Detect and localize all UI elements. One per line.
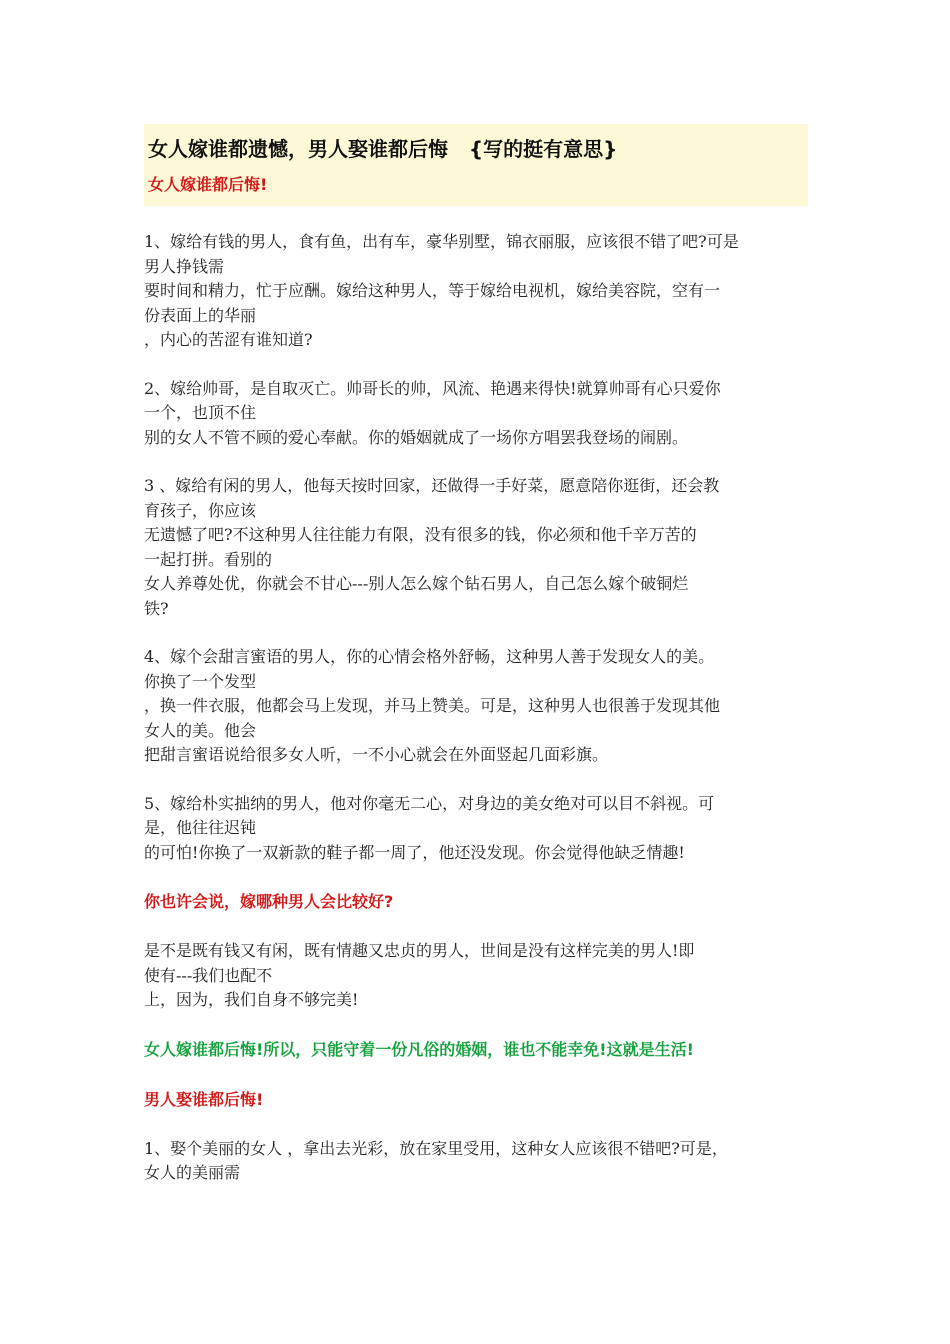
paragraph-2 [144, 377, 808, 451]
section-heading-women: 女人嫁谁都后悔! [148, 175, 268, 194]
answer-paragraph [144, 939, 808, 1013]
conclusion-heading: 女人嫁谁都后悔!所以，只能守着一份凡俗的婚姻，谁也不能幸免!这就是生活! [144, 1039, 694, 1059]
text-line: 女人养尊处优，你就会不甘心---别人怎么嫁个钻石男人，自己怎么嫁个破铜烂 [144, 574, 689, 593]
text-line: 别的女人不管不顾的爱心奉献。你的婚姻就成了一场你方唱罢我登场的闹剧。 [144, 427, 689, 447]
question-heading: 你也许会说，嫁哪种男人会比较好? [144, 892, 394, 911]
document-page [144, 124, 808, 1210]
paragraph-5 [144, 792, 808, 866]
text-line: 1、嫁给有钱的男人，食有鱼，出有车，豪华别墅，锦衣丽服，应该很不错了吧?可是 [144, 232, 739, 251]
text-line: 女人的美丽需 [144, 1163, 241, 1182]
text-line: ，内心的苦涩有谁知道? [144, 330, 313, 349]
text-line: 男人挣钱需 [144, 256, 225, 276]
text-line: 要时间和精力，忙于应酬。嫁给这种男人，等于嫁给电视机，嫁给美容院，空有一 [144, 281, 721, 300]
text-line: 你换了一个发型 [144, 671, 257, 691]
text-line: 5、嫁给朴实拙纳的男人，他对你毫无二心，对身边的美女绝对可以目不斜视。可 [144, 793, 715, 813]
text-line: 是不是既有钱又有闲，既有情趣又忠贞的男人，世间是没有这样完美的男人!即 [144, 941, 695, 960]
text-line: 把甜言蜜语说给很多女人听，一不小心就会在外面竖起几面彩旗。 [144, 745, 609, 764]
text-line: 4、嫁个会甜言蜜语的男人，你的心情会格外舒畅，这种男人善于发现女人的美。 [144, 647, 715, 666]
text-line: 无遗憾了吧?不这种男人往往能力有限，没有很多的钱，你必须和他千辛万苦的 [144, 525, 697, 544]
text-line: 3 、嫁给有闲的男人，他每天按时回家，还做得一手好菜，愿意陪你逛街，还会教 [144, 476, 720, 495]
title-band [144, 124, 808, 206]
text-line: 铁? [144, 598, 169, 618]
text-line: ，换一件衣服，他都会马上发现，并马上赞美。可是，这种男人也很善于发现其他 [144, 696, 721, 715]
text-line: 份表面上的华丽 [144, 305, 257, 325]
text-line: 1、娶个美丽的女人 ，拿出去光彩，放在家里受用，这种女人应该很不错吧?可是， [144, 1138, 728, 1158]
men-paragraph-1 [144, 1137, 808, 1186]
text-line: 上，因为，我们自身不够完美! [144, 990, 359, 1009]
paragraph-3 [144, 474, 808, 621]
text-line: 是，他往往迟钝 [144, 818, 257, 837]
paragraph-4 [144, 645, 808, 768]
text-line: 2、嫁给帅哥，是自取灭亡。帅哥长的帅，风流、艳遇来得快!就算帅哥有心只爱你 [144, 378, 721, 398]
text-line: 使有---我们也配不 [144, 965, 273, 985]
text-line: 的可怕!你换了一双新款的鞋子都一周了，他还没发现。你会觉得他缺乏情趣! [144, 842, 685, 862]
paragraph-1 [144, 230, 808, 353]
text-line: 一起打拼。看别的 [144, 549, 273, 569]
text-line: 一个，也顶不住 [144, 403, 257, 422]
women-items [144, 230, 808, 865]
section-heading-men: 男人娶谁都后悔! [144, 1089, 264, 1109]
text-line: 育孩子，你应该 [144, 500, 257, 520]
page-title: 女人嫁谁都遗憾，男人娶谁都后悔 {写的挺有意思} [148, 137, 618, 161]
text-line: 女人的美。他会 [144, 720, 257, 740]
